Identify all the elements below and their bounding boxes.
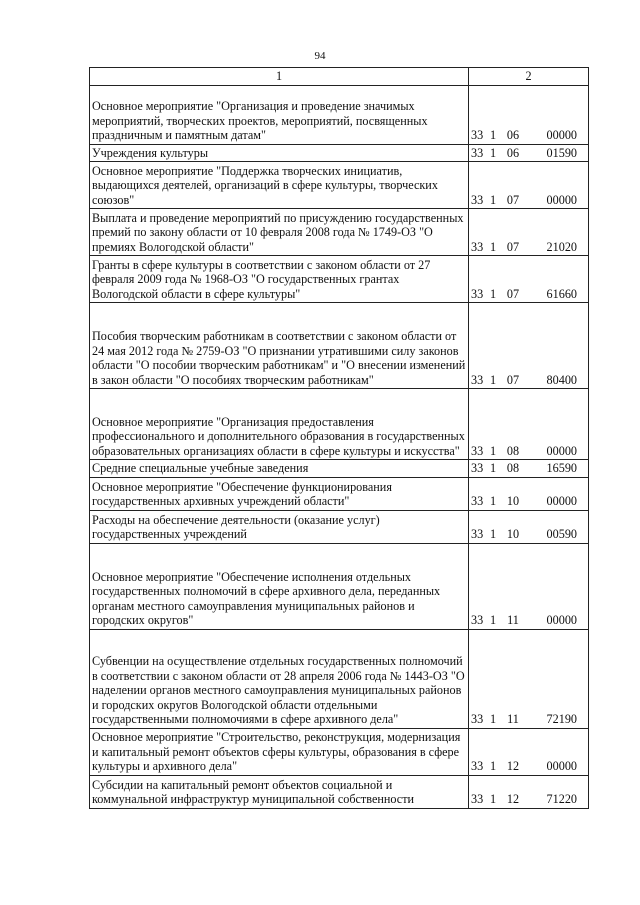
code-direction: 80400: [546, 372, 577, 387]
row-description: Основное мероприятие "Обеспечение функционирования государственных архивных учреждений области": [90, 477, 469, 510]
code-activity: 06: [506, 145, 520, 160]
code-activity: 08: [506, 443, 520, 458]
code-direction: 71220: [546, 792, 577, 806]
code-direction: 61660: [546, 286, 577, 301]
code-program: 33: [471, 128, 484, 142]
row-code: [469, 543, 589, 629]
code-activity: 12: [506, 792, 520, 806]
code-activity: 12: [506, 759, 520, 773]
code-direction: 00000: [546, 613, 577, 627]
row-description: Пособия творческим работникам в соответствии с законом области от 24 мая 2012 года № 2759-ОЗ "О признании утратившими силу законов области "О пособии творческим работникам" и "О внесении изменений в закон области "О пособиях творческим работникам": [90, 303, 469, 389]
row-description: Основное мероприятие "Строительство, реконструкция, модернизация и капитальный ремонт объектов сферы культуры, образования в сфере культуры и архивного дела": [90, 728, 469, 775]
code-program: 33: [471, 239, 484, 254]
row-code: [469, 162, 589, 209]
table-row: [90, 256, 589, 303]
table-row: [90, 543, 589, 629]
code-direction: 16590: [546, 461, 577, 475]
row-code: [469, 209, 589, 256]
row-code: [469, 728, 589, 775]
code-subprogram: 1: [489, 145, 497, 160]
code-program: 33: [471, 759, 484, 773]
code-activity: 10: [506, 494, 520, 508]
code-direction: 00000: [546, 494, 577, 508]
code-subprogram: 1: [489, 527, 497, 541]
row-description: Субсидии на капитальный ремонт объектов социальной и коммунальной инфраструктур муниципальной собственности: [90, 775, 469, 808]
code-activity: 07: [506, 192, 520, 207]
table-row: [90, 389, 589, 460]
code-activity: 07: [506, 372, 520, 387]
row-description: Основное мероприятие "Организация предоставления профессионального и дополнительного образования в государственных образовательных организациях области в сфере культуры и искусства": [90, 389, 469, 460]
code-activity: 07: [506, 286, 520, 301]
table-row: [90, 303, 589, 389]
row-code: [469, 477, 589, 510]
code-subprogram: 1: [489, 712, 497, 726]
row-code: [469, 85, 589, 144]
page-number: 94: [314, 50, 326, 62]
row-code: [469, 303, 589, 389]
row-description: Основное мероприятие "Поддержка творческих инициатив, выдающихся деятелей, организаций в сфере культуры, творческих союзов": [90, 162, 469, 209]
table-row: [90, 629, 589, 728]
code-subprogram: 1: [489, 759, 497, 773]
code-direction: 00000: [546, 759, 577, 773]
row-description: Основное мероприятие "Организация и проведение значимых мероприятий, творческих проектов, мероприятий, посвященных праздничным и памятным датам": [90, 85, 469, 144]
row-description: Выплата и проведение мероприятий по присуждению государственных премий по закону области от 10 февраля 2008 года № 1749-ОЗ "О премиях Вологодской области": [90, 209, 469, 256]
row-description: Учреждения культуры: [90, 144, 469, 162]
row-description: Средние специальные учебные заведения: [90, 460, 469, 478]
row-code: [469, 460, 589, 478]
row-code: [469, 256, 589, 303]
code-subprogram: 1: [489, 286, 497, 301]
table-row: [90, 510, 589, 543]
code-activity: 06: [506, 128, 520, 142]
code-program: 33: [471, 527, 484, 541]
code-program: 33: [471, 372, 484, 387]
row-description: Гранты в сфере культуры в соответствии с законом области от 27 февраля 2009 года № 1968-ОЗ "О государственных грантах Вологодской области в сфере культуры": [90, 256, 469, 303]
table-row: [90, 728, 589, 775]
row-code: [469, 510, 589, 543]
code-direction: 00000: [546, 443, 577, 458]
table-row: [90, 144, 589, 162]
row-code: [469, 144, 589, 162]
code-activity: 07: [506, 239, 520, 254]
code-direction: 00590: [546, 527, 577, 541]
code-subprogram: 1: [489, 613, 497, 627]
table-row: [90, 162, 589, 209]
table-row: [90, 209, 589, 256]
row-code: [469, 629, 589, 728]
code-program: 33: [471, 286, 484, 301]
table-row: [90, 460, 589, 478]
code-direction: 72190: [546, 712, 577, 726]
code-direction: 01590: [546, 145, 577, 160]
code-activity: 10: [506, 527, 520, 541]
column-header-code: 2: [469, 68, 589, 86]
code-activity: 11: [507, 613, 519, 627]
code-activity: 11: [507, 712, 519, 726]
code-program: 33: [471, 461, 484, 475]
code-subprogram: 1: [489, 192, 497, 207]
code-program: 33: [471, 145, 484, 160]
code-activity: 08: [506, 461, 520, 475]
column-header-description: 1: [90, 68, 469, 86]
row-description: Субвенции на осуществление отдельных государственных полномочий в соответствии с законом области от 28 апреля 2006 года № 1443-ОЗ "О наделении органов местного самоуправления муниципальных районов и городских округов Вологодской области отдельными государственными полномочиями в сфере архивного дела": [90, 629, 469, 728]
code-subprogram: 1: [489, 372, 497, 387]
table-body: [90, 85, 589, 808]
row-description: Основное мероприятие "Обеспечение исполнения отдельных государственных полномочий в сфере архивного дела, переданных органам местного самоуправления муниципальных районов и городских округов": [90, 543, 469, 629]
code-program: 33: [471, 443, 484, 458]
budget-table: [89, 67, 589, 809]
code-direction: 00000: [546, 192, 577, 207]
code-subprogram: 1: [489, 792, 497, 806]
table-header-row: [90, 68, 589, 86]
code-subprogram: 1: [489, 443, 497, 458]
code-program: 33: [471, 792, 484, 806]
table-row: [90, 477, 589, 510]
row-code: [469, 389, 589, 460]
code-subprogram: 1: [489, 239, 497, 254]
code-subprogram: 1: [489, 461, 497, 475]
table-row: [90, 775, 589, 808]
row-description: Расходы на обеспечение деятельности (оказание услуг) государственных учреждений: [90, 510, 469, 543]
table-row: [90, 85, 589, 144]
code-program: 33: [471, 494, 484, 508]
code-direction: 00000: [546, 128, 577, 142]
code-direction: 21020: [546, 239, 577, 254]
code-program: 33: [471, 192, 484, 207]
code-subprogram: 1: [489, 128, 497, 142]
code-program: 33: [471, 712, 484, 726]
row-code: [469, 775, 589, 808]
code-program: 33: [471, 613, 484, 627]
code-subprogram: 1: [489, 494, 497, 508]
